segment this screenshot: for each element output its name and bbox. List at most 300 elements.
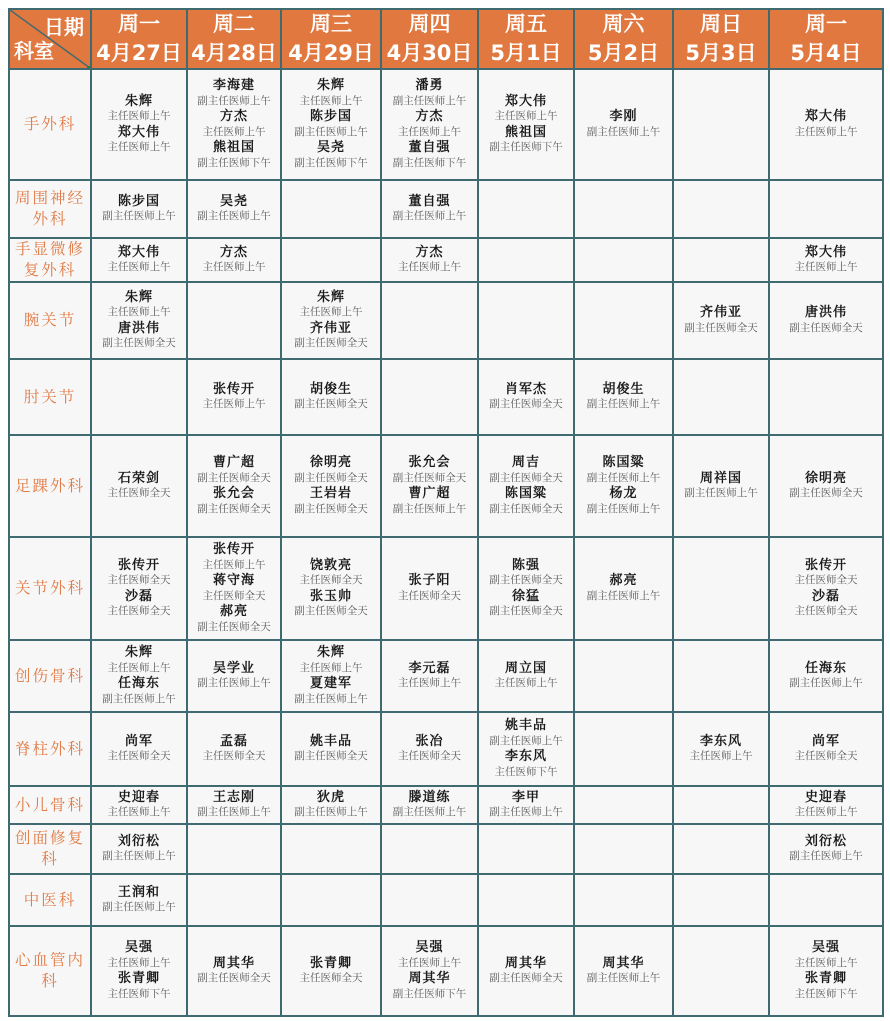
doctor-name: 郑大伟 <box>804 109 847 124</box>
doctor-name: 方杰 <box>415 244 444 260</box>
date-label: 4月29日 <box>288 41 374 65</box>
doctor-title-shift: 主任医师全天 <box>398 589 461 602</box>
doctor-name: 陈国粱 <box>602 455 645 470</box>
schedule-cell <box>281 537 381 640</box>
doctor-name: 李东风 <box>504 749 547 764</box>
table-row <box>9 640 883 712</box>
schedule-cell <box>281 180 381 238</box>
day-header-3 <box>281 9 381 69</box>
doctor-title-shift: 主任医师上午 <box>794 261 858 273</box>
schedule-cell <box>478 282 574 359</box>
doctor-entry <box>770 834 882 865</box>
department-cell: 手外科 <box>9 69 91 180</box>
schedule-cell <box>478 786 574 824</box>
doctor-name: 任海东 <box>117 676 160 691</box>
doctor-entry <box>92 734 186 765</box>
doctor-title-shift: 副主任医师上午 <box>392 502 467 515</box>
schedule-cell <box>381 926 478 1016</box>
doctor-entry <box>188 956 280 987</box>
doctor-entry <box>92 971 186 1002</box>
doctor-entry <box>188 140 280 171</box>
schedule-cell <box>673 180 769 238</box>
doctor-entry <box>92 885 186 916</box>
schedule-cell <box>673 69 769 180</box>
doctor-entry <box>382 194 477 225</box>
doctor-entry <box>188 604 280 635</box>
schedule-cell <box>478 180 574 238</box>
doctor-name: 朱辉 <box>316 289 345 305</box>
doctor-title-shift: 副主任医师下午 <box>197 156 271 169</box>
weekday-label: 周一 <box>118 12 160 36</box>
doctor-title-shift: 副主任医师上午 <box>489 734 563 747</box>
schedule-cell <box>187 435 281 537</box>
schedule-cell <box>673 786 769 824</box>
doctor-name: 郑大伟 <box>804 244 847 260</box>
doctor-name: 朱辉 <box>124 645 153 660</box>
schedule-cell <box>187 282 281 359</box>
schedule-cell <box>478 435 574 537</box>
doctor-title-shift: 主任医师上午 <box>107 261 171 273</box>
doctor-entry <box>282 290 380 321</box>
department-cell: 中医科 <box>9 874 91 926</box>
doctor-entry <box>770 589 882 620</box>
date-label: 5月3日 <box>685 41 757 65</box>
doctor-name: 姚丰品 <box>309 733 352 749</box>
doctor-entry <box>479 661 573 692</box>
doctor-title-shift: 主任医师下午 <box>794 987 858 1000</box>
schedule-cell <box>769 282 883 359</box>
doctor-name: 徐猛 <box>511 588 540 604</box>
doctor-entry <box>479 589 573 620</box>
schedule-cell <box>673 359 769 435</box>
doctor-title-shift: 副主任医师上午 <box>586 125 661 138</box>
doctor-title-shift: 副主任医师上午 <box>294 806 368 818</box>
doctor-name: 陈国粱 <box>504 486 547 501</box>
doctor-title-shift: 副主任医师全天 <box>489 502 563 515</box>
doctor-name: 张传开 <box>212 381 255 397</box>
doctor-title-shift: 副主任医师上午 <box>197 677 271 689</box>
doctor-title-shift: 主任医师上午 <box>494 677 558 689</box>
schedule-cell <box>281 824 381 874</box>
doctor-entry <box>674 305 768 336</box>
doctor-name: 董自强 <box>408 193 451 209</box>
schedule-cell <box>673 640 769 712</box>
doctor-title-shift: 副主任医师上午 <box>294 692 368 705</box>
day-header-5 <box>478 9 574 69</box>
doctor-title-shift: 副主任医师全天 <box>294 605 368 617</box>
schedule-cell <box>574 824 673 874</box>
doctor-name: 朱辉 <box>124 93 153 109</box>
doctor-name: 李元磊 <box>408 660 451 676</box>
schedule-cell <box>91 874 187 926</box>
schedule-cell <box>673 926 769 1016</box>
doctor-name: 唐洪伟 <box>804 305 847 320</box>
doctor-title-shift: 主任医师上午 <box>494 110 558 122</box>
corner-header-cell <box>9 9 91 69</box>
doctor-entry <box>382 971 477 1002</box>
doctor-entry <box>282 382 380 413</box>
doctor-entry <box>382 140 477 171</box>
doctor-title-shift: 副主任医师上午 <box>102 901 176 913</box>
schedule-cell <box>281 435 381 537</box>
doctor-title-shift: 副主任医师上午 <box>197 210 271 222</box>
doctor-title-shift: 副主任医师全天 <box>392 471 467 484</box>
doctor-name: 李东风 <box>699 733 742 749</box>
doctor-entry <box>188 455 280 486</box>
doctor-name: 周立国 <box>504 660 547 676</box>
doctor-name: 蒋守海 <box>212 573 255 588</box>
schedule-cell <box>673 712 769 786</box>
doctor-entry <box>479 125 573 156</box>
schedule-cell <box>769 640 883 712</box>
doctor-title-shift: 副主任医师上午 <box>102 850 176 862</box>
doctor-name: 滕道练 <box>408 789 451 805</box>
doctor-title-shift: 主任医师上午 <box>794 125 858 138</box>
doctor-name: 徐明亮 <box>309 455 352 470</box>
schedule-cell <box>769 435 883 537</box>
schedule-cell <box>187 359 281 435</box>
doctor-entry <box>770 471 882 502</box>
doctor-title-shift: 副主任医师上午 <box>586 471 661 484</box>
schedule-cell <box>281 640 381 712</box>
doctor-title-shift: 副主任医师上午 <box>789 677 863 689</box>
doctor-entry <box>92 676 186 707</box>
doctor-name: 史迎春 <box>117 789 160 805</box>
doctor-entry <box>282 790 380 821</box>
schedule-cell <box>574 435 673 537</box>
schedule-cell <box>91 824 187 874</box>
doctor-entry <box>770 971 882 1002</box>
doctor-entry <box>479 486 573 517</box>
schedule-cell <box>187 712 281 786</box>
table-row <box>9 926 883 1016</box>
doctor-name: 张玉帅 <box>309 588 352 604</box>
doctor-title-shift: 副主任医师全天 <box>294 398 368 410</box>
doctor-title-shift: 副主任医师上午 <box>789 850 863 862</box>
doctor-name: 吴尧 <box>316 140 345 155</box>
doctor-name: 饶敦亮 <box>309 557 352 573</box>
doctor-name: 齐伟亚 <box>699 305 742 320</box>
doctor-entry <box>770 109 882 140</box>
doctor-name: 王岩岩 <box>309 486 352 501</box>
weekday-label: 周三 <box>310 12 352 36</box>
doctor-name: 吴强 <box>415 940 444 955</box>
doctor-title-shift: 主任医师上午 <box>299 661 363 674</box>
schedule-cell <box>91 180 187 238</box>
doctor-entry <box>382 940 477 971</box>
doctor-entry <box>382 109 477 140</box>
schedule-cell <box>574 69 673 180</box>
doctor-title-shift: 副主任医师全天 <box>789 487 863 499</box>
department-cell: 创伤骨科 <box>9 640 91 712</box>
doctor-entry <box>575 455 672 486</box>
department-cell: 手显微修复外科 <box>9 238 91 282</box>
doctor-title-shift: 副主任医师上午 <box>489 806 563 818</box>
doctor-entry <box>575 573 672 604</box>
department-cell: 心血管内科 <box>9 926 91 1016</box>
schedule-cell <box>769 786 883 824</box>
doctor-entry <box>575 956 672 987</box>
schedule-cell <box>187 926 281 1016</box>
doctor-name: 王润和 <box>117 884 160 900</box>
corner-date-label: 日期 <box>44 15 84 39</box>
doctor-entry <box>770 790 882 821</box>
doctor-title-shift: 副主任医师全天 <box>489 574 563 586</box>
schedule-cell <box>187 874 281 926</box>
doctor-name: 陈步国 <box>117 193 160 209</box>
doctor-title-shift: 副主任医师上午 <box>586 972 661 984</box>
doctor-name: 狄虎 <box>316 789 345 805</box>
doctor-entry <box>770 734 882 765</box>
day-header-8 <box>769 9 883 69</box>
schedule-cell <box>381 874 478 926</box>
doctor-name: 郑大伟 <box>117 244 160 260</box>
doctor-entry <box>575 382 672 413</box>
doctor-name: 沙磊 <box>811 588 840 604</box>
doctor-name: 刘衍松 <box>117 833 160 849</box>
day-header-6 <box>574 9 673 69</box>
doctor-entry <box>92 834 186 865</box>
schedule-cell <box>478 640 574 712</box>
doctor-entry <box>282 956 380 987</box>
doctor-name: 张子阳 <box>408 573 451 588</box>
doctor-entry <box>92 245 186 276</box>
table-row <box>9 874 883 926</box>
doctor-entry <box>188 542 280 573</box>
doctor-entry <box>282 645 380 676</box>
doctor-title-shift: 副主任医师全天 <box>294 502 368 515</box>
schedule-cell <box>769 926 883 1016</box>
doctor-entry <box>770 661 882 692</box>
doctor-name: 张冶 <box>415 733 444 749</box>
schedule-cell <box>478 874 574 926</box>
schedule-cell <box>91 359 187 435</box>
doctor-title-shift: 主任医师上午 <box>202 558 266 571</box>
doctor-name: 孟磊 <box>219 733 248 749</box>
doctor-entry <box>188 245 280 276</box>
doctor-entry <box>282 455 380 486</box>
doctor-name: 周祥国 <box>699 470 742 486</box>
doctor-entry <box>382 661 477 692</box>
weekday-label: 周四 <box>408 12 451 36</box>
date-label: 5月2日 <box>587 41 660 65</box>
doctor-name: 陈步国 <box>309 109 352 124</box>
doctor-name: 尚军 <box>811 733 840 749</box>
schedule-cell <box>673 238 769 282</box>
schedule-cell <box>91 282 187 359</box>
schedule-body <box>9 69 883 1016</box>
doctor-title-shift: 主任医师上午 <box>107 110 171 122</box>
doctor-name: 张青卿 <box>117 971 160 986</box>
schedule-cell <box>673 282 769 359</box>
doctor-name: 徐明亮 <box>804 470 847 486</box>
schedule-cell <box>381 238 478 282</box>
doctor-entry <box>92 645 186 676</box>
schedule-cell <box>187 786 281 824</box>
table-row <box>9 537 883 640</box>
doctor-title-shift: 主任医师上午 <box>794 956 858 969</box>
header-row <box>9 9 883 69</box>
schedule-cell <box>91 238 187 282</box>
doctor-title-shift: 副主任医师上午 <box>102 210 176 222</box>
doctor-entry <box>188 790 280 821</box>
doctor-name: 曹广超 <box>408 486 451 501</box>
doctor-entry <box>188 734 280 765</box>
day-header-7 <box>673 9 769 69</box>
doctor-title-shift: 主任医师全天 <box>107 487 171 499</box>
doctor-name: 周其华 <box>504 955 547 971</box>
doctor-entry <box>479 94 573 125</box>
doctor-name: 胡俊生 <box>309 381 352 397</box>
schedule-cell <box>281 874 381 926</box>
doctor-entry <box>92 940 186 971</box>
doctor-title-shift: 主任医师下午 <box>107 987 171 1000</box>
schedule-cell <box>769 537 883 640</box>
doctor-title-shift: 副主任医师上午 <box>294 125 368 138</box>
schedule-cell <box>91 786 187 824</box>
doctor-entry <box>479 558 573 589</box>
doctor-title-shift: 主任医师上午 <box>202 398 266 410</box>
doctor-name: 胡俊生 <box>602 381 645 397</box>
doctor-title-shift: 主任医师全天 <box>299 972 363 984</box>
doctor-title-shift: 副主任医师上午 <box>392 210 467 222</box>
doctor-entry <box>382 78 477 109</box>
doctor-entry <box>382 455 477 486</box>
doctor-name: 杨龙 <box>609 486 638 501</box>
schedule-cell <box>673 824 769 874</box>
corner-dept-label: 科室 <box>14 39 54 63</box>
day-header-4 <box>381 9 478 69</box>
doctor-entry <box>382 734 477 765</box>
doctor-entry <box>282 676 380 707</box>
department-cell: 周围神经外科 <box>9 180 91 238</box>
doctor-title-shift: 主任医师上午 <box>202 261 266 273</box>
schedule-cell <box>574 359 673 435</box>
schedule-cell <box>281 282 381 359</box>
doctor-entry <box>674 471 768 502</box>
schedule-cell <box>91 537 187 640</box>
schedule-cell <box>91 435 187 537</box>
department-cell: 创面修复科 <box>9 824 91 874</box>
doctor-entry <box>282 486 380 517</box>
schedule-cell <box>281 359 381 435</box>
doctor-entry <box>92 94 186 125</box>
doctor-title-shift: 主任医师上午 <box>398 956 461 969</box>
schedule-cell <box>769 712 883 786</box>
doctor-title-shift: 主任医师全天 <box>794 750 858 762</box>
schedule-cell <box>478 359 574 435</box>
doctor-entry <box>188 486 280 517</box>
doctor-title-shift: 主任医师上午 <box>107 956 171 969</box>
doctor-entry <box>479 956 573 987</box>
date-label: 5月1日 <box>490 41 562 65</box>
schedule-cell <box>574 926 673 1016</box>
doctor-title-shift: 副主任医师全天 <box>489 398 563 410</box>
doctor-title-shift: 副主任医师全天 <box>684 321 758 334</box>
doctor-name: 熊祖国 <box>504 124 547 140</box>
department-cell: 足踝外科 <box>9 435 91 537</box>
doctor-name: 张传开 <box>117 557 160 573</box>
table-row <box>9 180 883 238</box>
day-header-2 <box>187 9 281 69</box>
schedule-cell <box>769 359 883 435</box>
table-row <box>9 786 883 824</box>
doctor-entry <box>92 589 186 620</box>
doctor-title-shift: 副主任医师上午 <box>392 806 467 818</box>
schedule-cell <box>187 640 281 712</box>
department-cell: 关节外科 <box>9 537 91 640</box>
doctor-entry <box>479 749 573 780</box>
doctor-name: 熊祖国 <box>212 140 255 155</box>
doctor-name: 朱辉 <box>124 289 153 305</box>
doctor-name: 王志刚 <box>212 789 255 805</box>
doctor-name: 张传开 <box>212 542 255 557</box>
schedule-cell <box>673 874 769 926</box>
schedule-cell <box>381 640 478 712</box>
schedule-cell <box>769 180 883 238</box>
date-label: 4月28日 <box>191 41 277 65</box>
doctor-name: 董自强 <box>408 140 451 155</box>
doctor-entry <box>282 78 380 109</box>
doctor-entry <box>479 382 573 413</box>
doctor-title-shift: 主任医师全天 <box>794 574 858 586</box>
doctor-name: 肖军杰 <box>504 381 547 397</box>
doctor-entry <box>770 558 882 589</box>
doctor-title-shift: 主任医师上午 <box>398 261 461 273</box>
schedule-cell <box>281 238 381 282</box>
doctor-entry <box>282 109 380 140</box>
doctor-entry <box>382 245 477 276</box>
schedule-cell <box>478 537 574 640</box>
schedule-cell <box>769 69 883 180</box>
doctor-title-shift: 副主任医师上午 <box>392 94 467 107</box>
comment-marker-icon <box>87 66 91 69</box>
doctor-entry <box>575 109 672 140</box>
doctor-title-shift: 副主任医师全天 <box>294 471 368 484</box>
schedule-cell <box>91 69 187 180</box>
doctor-name: 周其华 <box>212 955 255 971</box>
doctor-entry <box>188 573 280 604</box>
doctor-name: 任海东 <box>804 660 847 676</box>
schedule-cell <box>281 786 381 824</box>
doctor-entry <box>770 305 882 336</box>
doctor-name: 沙磊 <box>124 588 153 604</box>
doctor-entry <box>479 718 573 749</box>
doctor-entry <box>282 734 380 765</box>
doctor-title-shift: 主任医师下午 <box>494 765 558 778</box>
doctor-entry <box>92 125 186 156</box>
table-row <box>9 282 883 359</box>
doctor-name: 朱辉 <box>316 645 345 660</box>
doctor-entry <box>188 194 280 225</box>
doctor-title-shift: 副主任医师全天 <box>197 620 271 633</box>
doctor-name: 曹广超 <box>212 455 255 470</box>
doctor-entry <box>188 661 280 692</box>
schedule-cell <box>281 712 381 786</box>
day-header-1 <box>91 9 187 69</box>
doctor-name: 潘勇 <box>415 78 444 93</box>
doctor-entry <box>575 486 672 517</box>
weekday-label: 周五 <box>505 12 547 36</box>
doctor-title-shift: 副主任医师全天 <box>197 502 271 515</box>
doctor-title-shift: 主任医师全天 <box>107 574 171 586</box>
schedule-cell <box>381 282 478 359</box>
doctor-name: 张青卿 <box>804 971 847 986</box>
doctor-title-shift: 副主任医师上午 <box>102 692 176 705</box>
doctor-title-shift: 主任医师上午 <box>107 141 171 153</box>
doctor-title-shift: 副主任医师全天 <box>489 471 563 484</box>
doctor-title-shift: 主任医师全天 <box>398 750 461 762</box>
